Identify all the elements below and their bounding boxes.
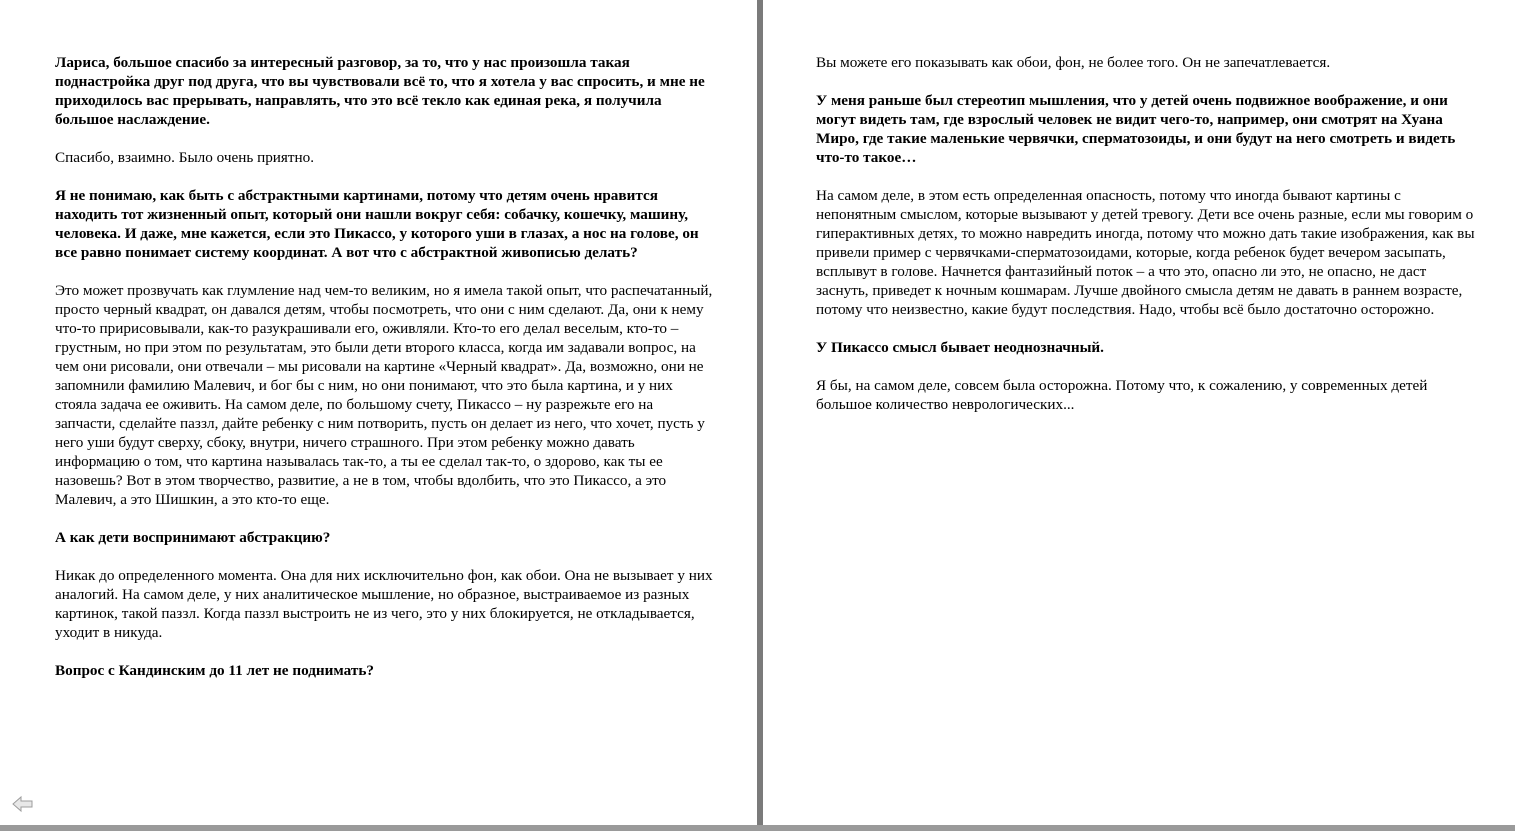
interview-question: Я не понимаю, как быть с абстрактными картинами, потому что детям очень нравится находить тот жизненный опыт, который они нашли вокруг себя: собачку, кошечку, машину, человека. И даже, мне кажется, если это Пикассо, у которого уши в глазах, а нос на голове, он все равно понимает систему координат. А вот что с абстрактной живописью делать?: [55, 187, 699, 261]
interview-answer: Вы можете его показывать как обои, фон, не более того. Он не запечатлевается.: [816, 54, 1331, 71]
interview-answer: На самом деле, в этом есть определенная опасность, потому что иногда бывают картины с непонятным смыслом, которые вызывают у детей тревогу. Дети все очень разные, если мы говорим о гиперактивных детях, то можно навредить иногда, потому что можно дать такие изображения, как вы привели пример с червячками-сперматозоидами, которые, когда ребенок будет вечером засыпать, всплывут в голове. Начнется фантазийный поток – а что это, опасно ли это, не опасно, не даст заснуть, приведет к ночным кошмарам. Лучше двойного смысла детям не давать в раннем возрасте, потому что неизвестно, какие будут последствия. Надо, чтобы всё было достаточно осторожно.: [816, 187, 1475, 318]
interview-answer: Никак до определенного момента. Она для них исключительно фон, как обои. Она не вызывает у них аналогий. На самом деле, у них аналитическое мышление, но образное, выстраиваемое из разных картинок, такой паззл. Когда паззл выстроить не из чего, это у них блокируется, не откладывается, уходит в никуда.: [55, 567, 713, 641]
interview-question: Лариса, большое спасибо за интересный разговор, за то, что у нас произошла такая поднастройка друг под друга, что вы чувствовали всё то, что я хотела у вас спросить, и мне не приходилось вас прерывать, направлять, что это всё текло как единая река, я получила большое наслаждение.: [55, 54, 705, 128]
arrow-left-icon[interactable]: [12, 795, 34, 813]
interview-answer: Это может прозвучать как глумление над чем-то великим, но я имела такой опыт, что распечатанный, просто черный квадрат, он давался детям, чтобы посмотреть, что они с ним сделают. Да, они к нему что-то пририсовывали, как-то разукрашивали его, оживляли. Кто-то его делал веселым, кто-то – грустным, но при этом по результатам, это были дети второго класса, когда им задавали вопрос, на чем они рисовали, они отвечали – мы рисовали на картине «Черный квадрат». Да, возможно, они не запомнили фамилию Малевич, и бог бы с ним, но они понимают, что это была картина, и у них стояла задача ее оживить. На самом деле, по большому счету, Пикассо – ну разрежьте его на запчасти, сделайте паззл, дайте ребенку с ним потворить, пусть он делает из него, что хочет, пусть у него уши будут сверху, сбоку, внутри, ничего страшного. При этом ребенку можно давать информацию о том, что картина называлась так-то, а ты ее сделал так-то, о здорово, как ты ее назовешь? Вот в этом творчество, развитие, а не в том, чтобы вдолбить, что это Пикассо, а это Малевич, а это Шишкин, а это кто-то еще.: [55, 282, 713, 508]
viewer-bottom-edge: [0, 825, 1515, 831]
interview-question: У меня раньше был стереотип мышления, что у детей очень подвижное воображение, и они могут видеть там, где взрослый человек не видит чего-то, например, они смотрят на Хуана Миро, где такие маленькие червячки, сперматозоиды, и они будут на него смотреть и видеть что-то такое…: [816, 92, 1456, 166]
interview-answer: Спасибо, взаимно. Было очень приятно.: [55, 149, 315, 166]
interview-question: У Пикассо смысл бывает неоднозначный.: [816, 339, 1104, 356]
document-page-left: [0, 0, 757, 825]
document-page-right: [763, 0, 1515, 825]
interview-question: Вопрос с Кандинским до 11 лет не поднимать?: [55, 662, 374, 679]
interview-question: А как дети воспринимают абстракцию?: [55, 529, 331, 546]
interview-answer: Я бы, на самом деле, совсем была осторожна. Потому что, к сожалению, у современных детей большое количество неврологических...: [816, 377, 1428, 413]
